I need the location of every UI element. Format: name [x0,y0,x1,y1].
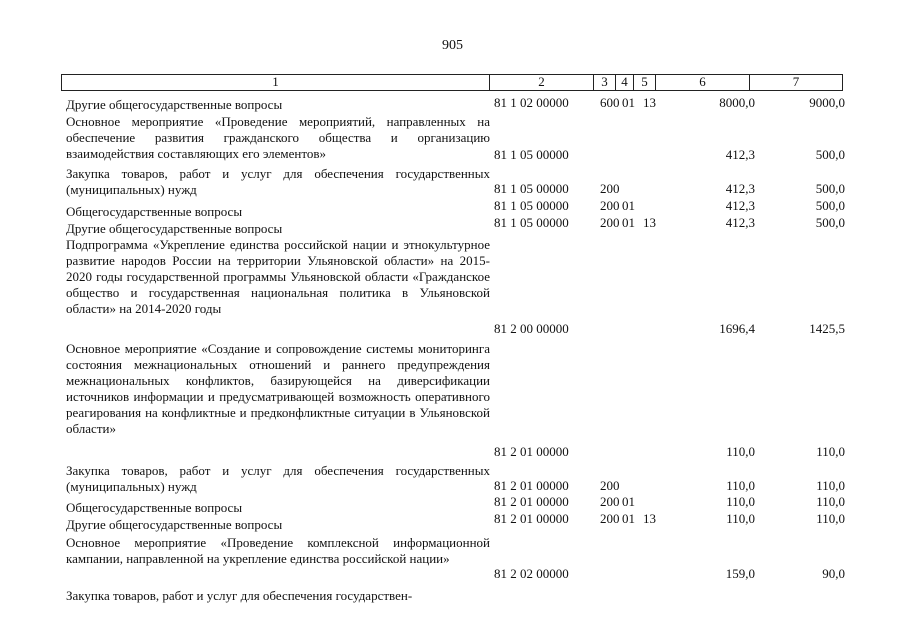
page-number: 905 [442,38,463,53]
table-row [0,320,905,337]
paragraph-3: Закупка товаров, работ и услуг для обеспечения государственных (муниципальных) нужд [66,166,490,198]
table-row [0,94,905,111]
table-row [0,565,905,582]
paragraph-12: Закупка товаров, работ и услуг для обеспечения государствен- [66,588,413,603]
paragraph-5: Другие общегосударственные вопросы [66,221,283,236]
row-vr: 200 [600,511,620,526]
row-pr: 13 [643,511,656,526]
row-value-6: 110,0 [726,478,755,493]
row-value-7: 500,0 [815,198,845,213]
paragraph-6: Подпрограмма «Укрепление единства российской нации и этнокультурное развитие народов России на территории Ульяновской области» на 2015-2020 годы государственной программы Ульяновской области «Гражданское общество и государственная национальная политика в Ульяновской области» на 2014-2020 годы [66,237,490,317]
row-pr: 13 [643,95,656,110]
row-code: 81 1 02 00000 [494,95,569,110]
paragraph-4: Общегосударственные вопросы [66,204,243,219]
row-rz: 01 [622,511,635,526]
paragraph-8: Закупка товаров, работ и услуг для обеспечения государственных (муниципальных) нужд [66,463,490,495]
table-row [0,443,905,460]
row-rz: 01 [622,198,635,213]
row-value-7: 500,0 [815,181,845,196]
row-value-6: 412,3 [725,215,755,230]
row-code: 81 1 05 00000 [494,215,569,230]
header-col-3: 3 [594,74,616,90]
paragraph-1: Другие общегосударственные вопросы [66,97,283,112]
row-value-7: 500,0 [815,147,845,162]
table-row [0,180,905,197]
table-row [0,493,905,510]
row-rz: 01 [622,215,635,230]
row-value-7: 110,0 [816,444,845,459]
row-vr: 200 [600,181,620,196]
row-code: 81 2 01 00000 [494,511,569,526]
paragraph-10: Другие общегосударственные вопросы [66,517,283,532]
row-vr: 200 [600,215,620,230]
row-value-7: 500,0 [815,215,845,230]
table-row [0,510,905,527]
row-vr: 200 [600,494,620,509]
row-code: 81 2 01 00000 [494,478,569,493]
row-value-7: 110,0 [816,494,845,509]
header-col-1: 1 [62,74,490,90]
row-code: 81 1 05 00000 [494,198,569,213]
row-value-6: 1696,4 [719,321,755,336]
row-value-6: 110,0 [726,444,755,459]
row-value-7: 9000,0 [809,95,845,110]
table-row [0,146,905,163]
row-code: 81 1 05 00000 [494,181,569,196]
row-value-7: 110,0 [816,478,845,493]
row-code: 81 2 01 00000 [494,444,569,459]
row-value-7: 110,0 [816,511,845,526]
header-col-4: 4 [616,74,634,90]
header-col-6: 6 [656,74,750,90]
row-code: 81 1 05 00000 [494,147,569,162]
row-value-6: 8000,0 [719,95,755,110]
row-rz: 01 [622,95,635,110]
row-vr: 200 [600,198,620,213]
header-col-7: 7 [792,74,800,89]
row-code: 81 2 00 00000 [494,321,569,336]
table-row [0,477,905,494]
row-pr: 13 [643,215,656,230]
row-value-7: 1425,5 [809,321,845,336]
row-value-6: 110,0 [726,511,755,526]
row-vr: 600 [600,95,620,110]
paragraph-2: Основное мероприятие «Проведение мероприятий, направленных на обеспечение развития гражданского общества и организацию взаимодействия составляющих его элементов» [66,114,490,162]
row-rz: 01 [622,494,635,509]
row-code: 81 2 02 00000 [494,566,569,581]
table-row [0,214,905,231]
row-value-6: 412,3 [725,181,755,196]
paragraph-11: Основное мероприятие «Проведение комплексной информационной кампании, направленной на укрепление единства российской нации» [66,535,490,567]
paragraph-7: Основное мероприятие «Создание и сопровождение системы мониторинга состояния межнациональных отношений и раннего предупреждения межнациональных конфликтов, базирующейся на диверсификации источников информации и предусматривающей возможность оперативного реагирования на конфликтные и предконфликтные ситуации в Ульяновской области» [66,341,490,437]
header-col-5: 5 [634,74,656,90]
row-value-6: 159,0 [725,566,755,581]
table-row [0,197,905,214]
row-value-6: 412,3 [725,147,755,162]
row-value-7: 90,0 [822,566,845,581]
row-value-6: 110,0 [726,494,755,509]
row-code: 81 2 01 00000 [494,494,569,509]
paragraph-9: Общегосударственные вопросы [66,500,243,515]
table-header [61,74,843,91]
row-vr: 200 [600,478,620,493]
header-col-2: 2 [490,74,594,90]
row-value-6: 412,3 [725,198,755,213]
